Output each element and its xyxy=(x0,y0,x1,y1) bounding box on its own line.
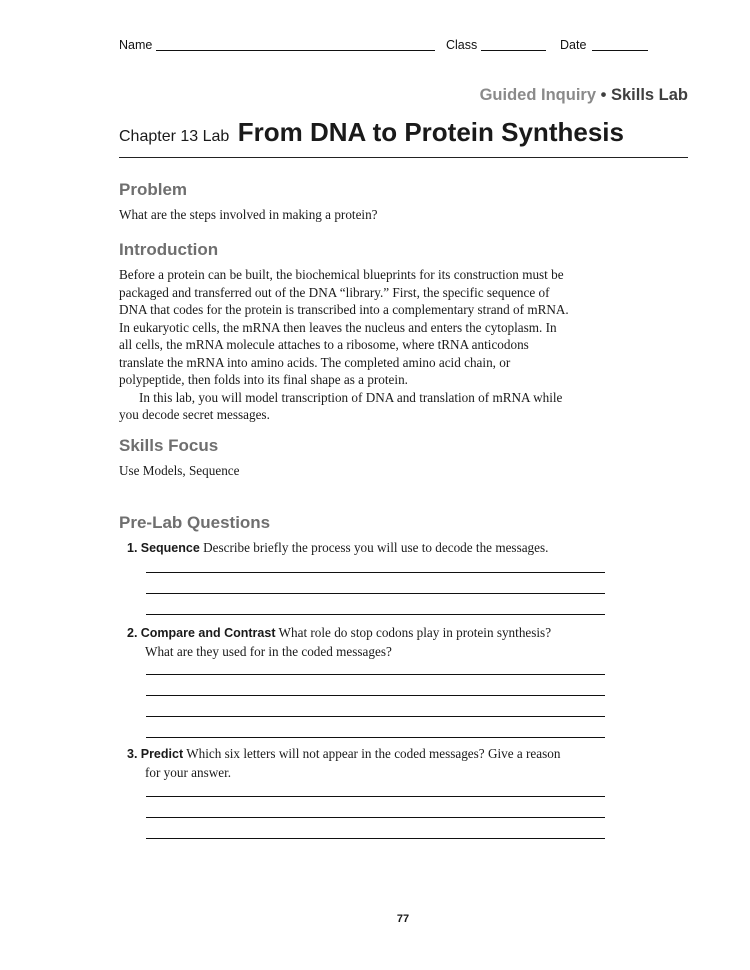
question-text: Describe briefly the process you will use to decode the messages. xyxy=(203,540,549,555)
name-label: Name xyxy=(119,38,153,52)
problem-question: What are the steps involved in making a protein? xyxy=(119,207,378,222)
student-info-header xyxy=(0,36,750,56)
problem-heading: Problem xyxy=(119,180,188,199)
skills-focus-text xyxy=(119,462,609,480)
intro-line: DNA that codes for the protein is transcribed into a complementary strand of mRNA. xyxy=(119,302,569,317)
question-text-continued: What are they used for in the coded messages? xyxy=(145,643,392,659)
page-number: 77 xyxy=(396,913,410,925)
class-field[interactable] xyxy=(481,50,546,51)
intro-line: polypeptide, then folds into its final shape as a protein. xyxy=(119,372,408,387)
date-field[interactable] xyxy=(592,50,648,51)
answer-line[interactable] xyxy=(146,716,605,717)
skills-focus-heading: Skills Focus xyxy=(119,436,219,455)
question-number: 2. xyxy=(127,626,138,640)
answer-line[interactable] xyxy=(146,674,605,675)
answer-line[interactable] xyxy=(146,614,605,615)
intro-line: all cells, the mRNA molecule attaches to a ribosome, where tRNA anticodons xyxy=(119,337,529,352)
answer-line[interactable] xyxy=(146,737,605,738)
intro-line: In eukaryotic cells, the mRNA then leaves the nucleus and enters the cytoplasm. In xyxy=(119,319,557,335)
question-keyword: Sequence xyxy=(140,541,200,555)
chapter-label: Chapter 13 Lab xyxy=(119,128,230,145)
answer-line[interactable] xyxy=(146,838,605,839)
lab-title: From DNA to Protein Synthesis xyxy=(237,117,624,147)
question-text-continued: for your answer. xyxy=(145,764,232,780)
prelab-question-1 xyxy=(127,539,607,558)
class-label: Class xyxy=(446,38,478,52)
intro-line: translate the mRNA into amino acids. The completed amino acid chain, or xyxy=(119,354,511,370)
prelab-question-2 xyxy=(127,624,607,660)
question-number: 1. xyxy=(127,541,138,555)
intro-line: you decode secret messages. xyxy=(119,407,270,422)
intro-line: In this lab, you will model transcription of DNA and translation of mRNA while xyxy=(139,389,563,405)
question-text: What role do stop codons play in protein synthesis? xyxy=(278,625,552,640)
answer-line[interactable] xyxy=(146,593,605,594)
prelab-question-3 xyxy=(127,745,607,781)
prelab-heading: Pre-Lab Questions xyxy=(119,513,271,532)
bullet-separator: • xyxy=(600,86,607,104)
question-number: 3. xyxy=(127,747,138,761)
date-label: Date xyxy=(560,38,587,52)
answer-line[interactable] xyxy=(146,695,605,696)
problem-text xyxy=(119,206,609,224)
guided-inquiry-label: Guided Inquiry xyxy=(479,86,596,104)
answer-line[interactable] xyxy=(146,817,605,818)
intro-line: packaged and transferred out of the DNA “library.” First, the specific sequence of xyxy=(119,284,550,300)
question-keyword: Predict xyxy=(140,747,184,761)
question-text: Which six letters will not appear in the coded messages? Give a reason xyxy=(186,746,561,761)
introduction-text xyxy=(119,266,609,424)
introduction-heading: Introduction xyxy=(119,240,219,259)
skills-lab-label: Skills Lab xyxy=(610,86,688,104)
lab-type xyxy=(480,86,688,105)
intro-line: Before a protein can be built, the biochemical blueprints for its construction must be xyxy=(119,267,564,282)
skills-list: Use Models, Sequence xyxy=(119,463,240,478)
answer-line[interactable] xyxy=(146,796,605,797)
name-field[interactable] xyxy=(156,50,435,51)
title-divider xyxy=(119,157,688,158)
question-keyword: Compare and Contrast xyxy=(140,626,276,640)
page-title xyxy=(119,117,624,148)
answer-line[interactable] xyxy=(146,572,605,573)
